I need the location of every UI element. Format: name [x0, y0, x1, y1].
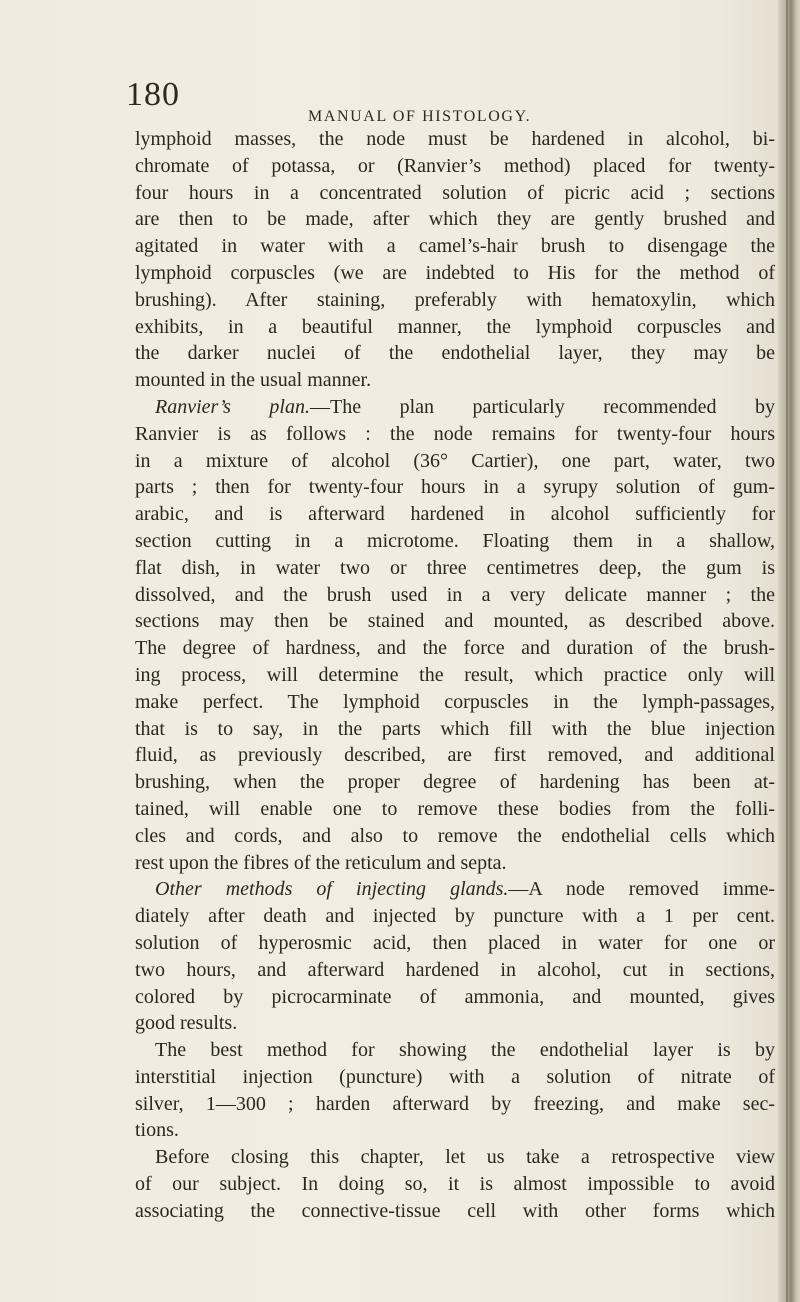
text-line: make perfect. The lymphoid corpuscles in the lymph-passages,	[135, 690, 775, 713]
text-line: rest upon the fibres of the reticulum and septa.	[135, 851, 507, 874]
text-line: four hours in a concentrated solution of picric acid ; sections	[135, 181, 775, 204]
section-heading-other-methods: Other methods of injecting glands.	[155, 878, 509, 901]
text-line: colored by picrocarminate of ammonia, and mounted, gives	[135, 985, 775, 1008]
text-line	[135, 876, 775, 903]
text-line: Ranvier is as follows : the node remains for twenty-four hours	[135, 422, 775, 445]
text-line: sections may then be stained and mounted, as described above.	[135, 610, 775, 633]
text-line-rest: —A node removed imme-	[508, 878, 775, 901]
text-line: flat dish, in water two or three centimetres deep, the gum is	[135, 556, 775, 579]
page-binding-edge	[778, 0, 800, 1302]
text-line: brushing). After staining, preferably with hematoxylin, which	[135, 288, 775, 311]
page-number: 180	[126, 76, 180, 113]
text-line: exhibits, in a beautiful manner, the lymphoid corpuscles and	[135, 315, 775, 338]
text-line: the darker nuclei of the endothelial layer, they may be	[135, 342, 775, 365]
page-edge-line	[786, 0, 788, 1302]
text-line: fluid, as previously described, are first removed, and additional	[135, 744, 775, 767]
text-line: are then to be made, after which they are gently brushed and	[135, 208, 775, 231]
text-line: good results.	[135, 1012, 238, 1035]
text-line: two hours, and afterward hardened in alcohol, cut in sections,	[135, 958, 775, 981]
running-head: MANUAL OF HISTOLOGY.	[308, 108, 532, 125]
text-line: interstitial injection (puncture) with a solution of nitrate of	[135, 1065, 775, 1088]
text-line: section cutting in a microtome. Floating them in a shallow,	[135, 529, 775, 552]
text-line: The best method for showing the endothelial layer is by	[155, 1039, 775, 1062]
text-line: parts ; then for twenty-four hours in a syrupy solution of gum-	[135, 476, 775, 499]
text-line: cles and cords, and also to remove the endothelial cells which	[135, 824, 775, 847]
section-heading-ranviers-plan: Ranvier’s plan.	[155, 395, 310, 418]
text-line: of our subject. In doing so, it is almost impossible to avoid	[135, 1173, 775, 1196]
text-line: solution of hyperosmic acid, then placed in water for one or	[135, 931, 775, 954]
text-line: diately after death and injected by puncture with a 1 per cent.	[135, 905, 775, 928]
text-line	[135, 394, 775, 421]
text-line: lymphoid corpuscles (we are indebted to His for the method of	[135, 261, 775, 284]
text-line: ing process, will determine the result, which practice only will	[135, 663, 775, 686]
text-line: mounted in the usual manner.	[135, 369, 372, 392]
text-line: tions.	[135, 1119, 179, 1142]
text-line: in a mixture of alcohol (36° Cartier), one part, water, two	[135, 449, 775, 472]
text-line: lymphoid masses, the node must be hardened in alcohol, bi-	[135, 128, 775, 150]
text-line: arabic, and is afterward hardened in alcohol sufficiently for	[135, 503, 775, 526]
text-line-rest: —The plan particularly recommended by	[309, 395, 775, 418]
text-line: that is to say, in the parts which fill with the blue injection	[135, 717, 775, 740]
body-text	[135, 126, 775, 1225]
text-line: brushing, when the proper degree of hardening has been at-	[135, 771, 775, 794]
text-line: The degree of hardness, and the force and duration of the brush-	[135, 637, 775, 660]
text-line: tained, will enable one to remove these bodies from the folli-	[135, 797, 775, 820]
text-line: Before closing this chapter, let us take a retrospective view	[155, 1146, 775, 1169]
text-line: silver, 1—300 ; harden afterward by freezing, and make sec-	[135, 1092, 775, 1115]
text-line: chromate of potassa, or (Ranvier’s method) placed for twenty-	[135, 154, 775, 177]
text-line: dissolved, and the brush used in a very delicate manner ; the	[135, 583, 775, 606]
text-line: associating the connective-tissue cell with other forms which	[135, 1199, 775, 1222]
text-line: agitated in water with a camel’s-hair brush to disengage the	[135, 235, 775, 258]
